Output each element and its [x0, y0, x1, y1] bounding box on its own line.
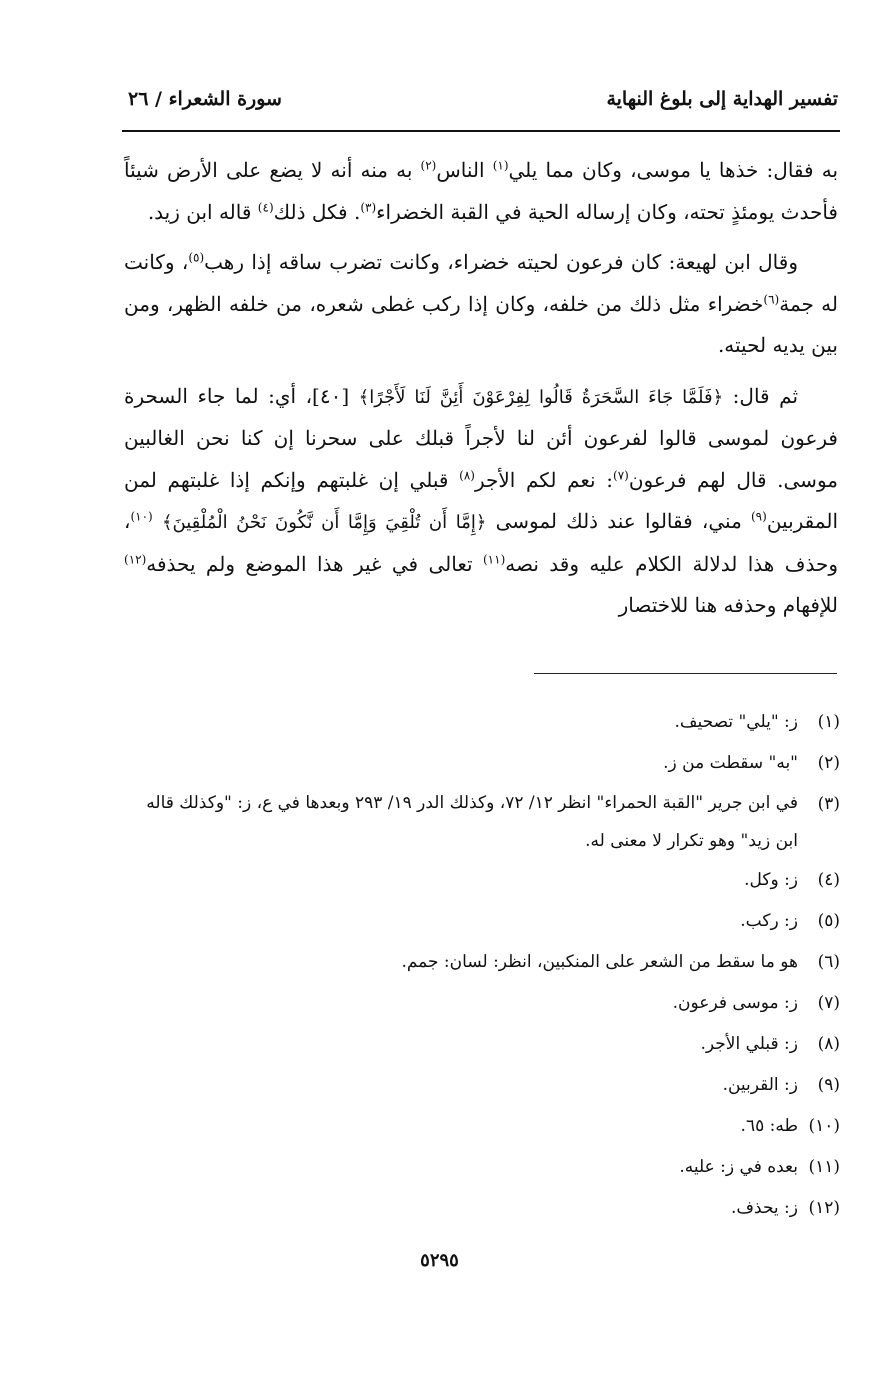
text-segment: به فقال: خذها يا موسى، وكان مما يلي [508, 158, 839, 182]
footnote-marker[interactable]: (٦) [763, 291, 780, 306]
text-segment: . فكل ذلك [273, 199, 361, 224]
footnote-number: (١٠) [808, 1116, 840, 1136]
footnote-number: (٧) [817, 993, 840, 1013]
footnote-marker[interactable]: (١١) [482, 551, 506, 566]
footnote-item [124, 1024, 840, 1065]
footnote-marker[interactable]: (٤) [257, 199, 274, 214]
text-segment: خضراء مثل ذلك من خلفه، وكان إذا ركب غطى شعره، من خلفه الظهر، ومن بين يديه لحيته. [124, 291, 838, 357]
footnote-marker[interactable]: (١٠) [130, 509, 153, 524]
page-number: ٥٢٩٥ [420, 1250, 459, 1271]
footnote-number: (٨) [817, 1034, 840, 1054]
footnote-number: (٤) [817, 870, 840, 890]
quran-verse: ﴿فَلَمَّا جَاءَ السَّحَرَةُ قَالُوا لِفِرْعَوْنَ أَئِنَّ لَنَا لَأَجْرًا﴾ [358, 386, 724, 408]
footnote-number: (١١) [808, 1157, 840, 1177]
footnote-marker[interactable]: (٨) [459, 467, 475, 482]
footnote-text: ز: ركب. [740, 911, 798, 931]
header-divider [122, 130, 840, 132]
footnote-item [124, 743, 840, 784]
text-segment: قبلي إن غلبتهم وإنكم إذا غلبتهم لمن المقربين [124, 467, 839, 533]
footnote-text: ز: موسى فرعون. [672, 993, 798, 1013]
footnote-marker[interactable]: (٥) [188, 250, 205, 265]
footnote-marker[interactable]: (١٢) [124, 551, 147, 566]
footnote-number: (٥) [817, 911, 840, 931]
text-segment [153, 509, 162, 533]
footnote-item [124, 1188, 840, 1229]
footnotes-list [124, 702, 840, 1229]
footnote-item [124, 983, 840, 1024]
surah-reference: سورة الشعراء / ٢٦ [128, 88, 282, 110]
main-text [124, 150, 838, 636]
footnote-number: (٦) [817, 952, 840, 972]
footnote-number: (٢) [817, 753, 840, 773]
text-segment: ، وحذف هذا لدلالة الكلام عليه وقد نصه [124, 509, 838, 576]
footnote-item [124, 702, 840, 743]
text-segment: ثم قال: [723, 383, 799, 408]
text-segment: تعالى في غير هذا الموضع ولم يحذفه [146, 551, 483, 576]
footnote-text: ز: قبلي الأجر. [700, 1034, 798, 1054]
footnote-marker[interactable]: (٣) [360, 199, 377, 214]
footnote-number: (١٢) [808, 1198, 840, 1218]
text-segment: [٤٠]، أي: لما جاء السحرة فرعون لموسى قالوا لفرعون أئن لنا لأجراً قبلك على سحرنا إن كنا نحن الغالبين موسى. قال لهم فرعون [124, 383, 838, 492]
footnote-item [124, 1147, 840, 1188]
paragraph-2 [124, 242, 838, 367]
footnote-text: ز: وكل. [744, 870, 798, 890]
running-header [122, 88, 838, 124]
text-segment: للإفهام وحذفه هنا للاختصار [618, 593, 838, 617]
quran-verse: ﴿إِمَّا أَن تُلْقِيَ وَإِمَّا أَن نَّكُونَ نَحْنُ الْمُلْقِينَ﴾ [161, 512, 487, 533]
text-segment: به منه أنه لا يضع على الأرض شيئاً فأحدث يومئذٍ تحته، وكان إرساله الحية في القبة الخضراء [124, 158, 838, 224]
footnote-text: هو ما سقط من الشعر على المنكبين، انظر: لسان: جمم. [401, 952, 798, 972]
footnote-item [124, 1106, 840, 1147]
footnote-item [124, 784, 840, 860]
footnote-text: ز: "يلي" تصحيف. [674, 712, 798, 732]
footnote-item [124, 942, 840, 983]
footnote-text: طه: ٦٥. [740, 1116, 798, 1136]
text-segment: قاله ابن زيد. [147, 199, 258, 224]
footnote-marker[interactable]: (٩) [750, 509, 767, 524]
footnote-text: "به" سقطت من ز. [663, 753, 798, 773]
text-segment: : نعم لكم الأجر [474, 467, 613, 492]
footnote-item [124, 901, 840, 942]
footnote-number: (١) [817, 712, 840, 732]
text-segment: ، وكانت له جمة [124, 250, 838, 316]
footnote-number: (٣) [817, 794, 840, 814]
footnote-divider [534, 673, 837, 674]
footnote-text: ز: القربين. [722, 1075, 798, 1095]
footnote-text: في ابن جرير "القبة الحمراء" انظر ١٢/ ٧٢، وكذلك الدر ١٩/ ٢٩٣ وبعدها في ع، ز: "وكذلك قاله ابن زيد" وهو تكرار لا معنى له. [146, 793, 798, 851]
footnote-marker[interactable]: (١) [492, 158, 509, 173]
paragraph-1 [124, 150, 838, 233]
book-title: تفسير الهداية إلى بلوغ النهاية [606, 88, 838, 110]
footnote-item [124, 1065, 840, 1106]
text-segment: مني، فقالوا عند ذلك لموسى [486, 509, 751, 533]
footnote-text: ز: يحذف. [731, 1198, 798, 1218]
footnote-item [124, 860, 840, 901]
footnote-marker[interactable]: (٢) [420, 158, 437, 173]
footnote-marker[interactable]: (٧) [613, 467, 629, 482]
text-segment: الناس [436, 158, 493, 182]
text-segment: وقال ابن لهيعة: كان فرعون لحيته خضراء، وكانت تضرب ساقه إذا رهب [204, 250, 798, 274]
paragraph-3 [124, 376, 838, 627]
footnote-number: (٩) [817, 1075, 840, 1095]
footnote-text: بعده في ز: عليه. [679, 1157, 798, 1177]
